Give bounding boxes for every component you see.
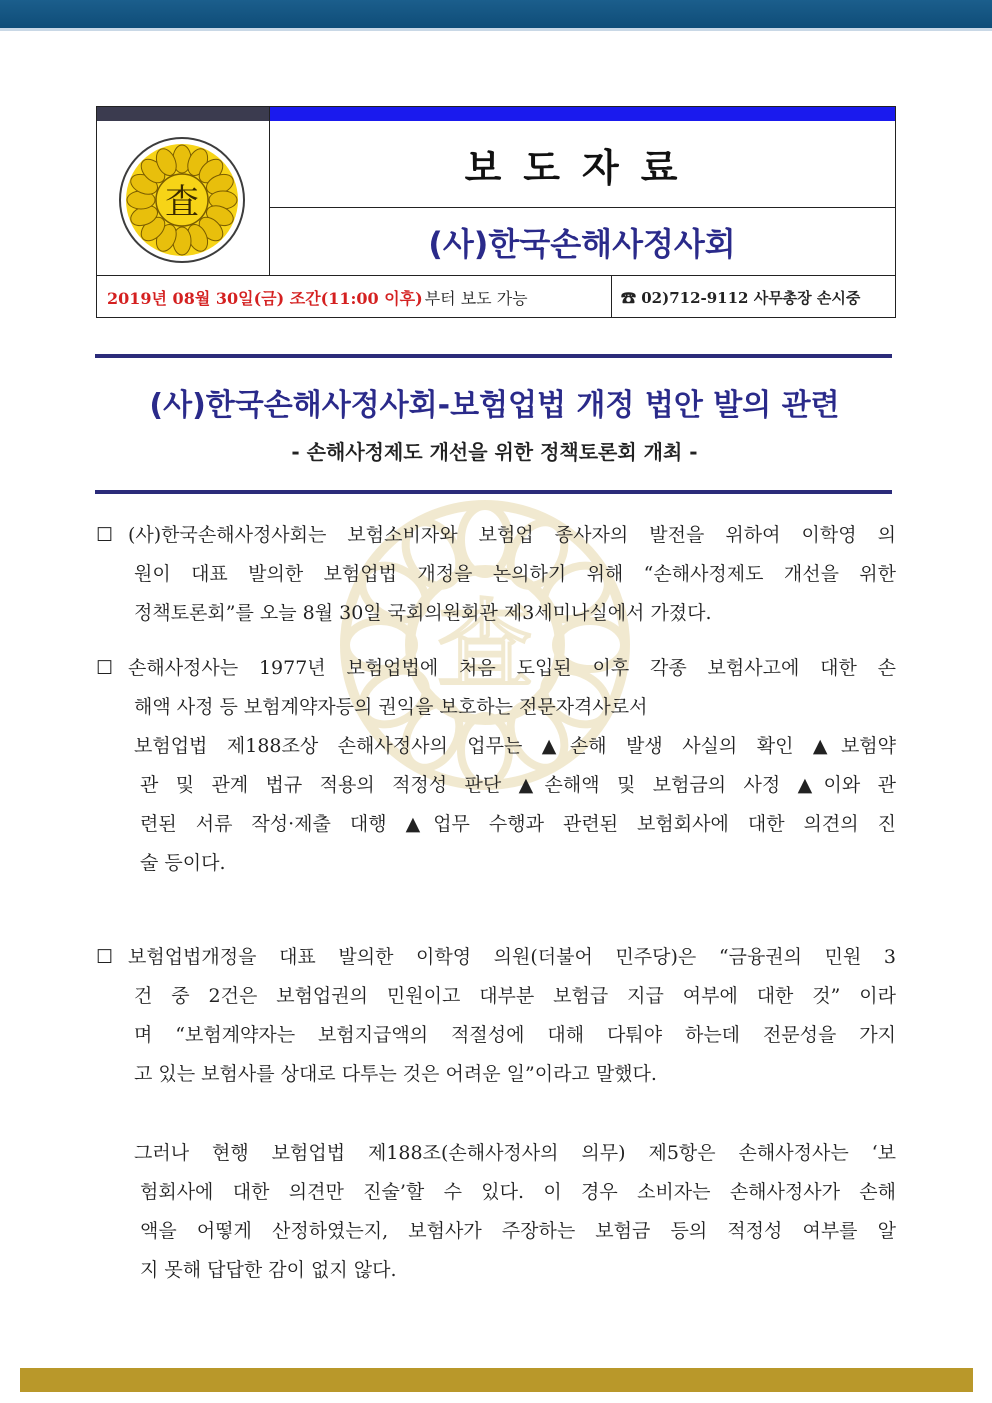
press-release-header [96, 106, 896, 318]
top-decorative-line [0, 28, 992, 31]
paragraph-line: 건 중 2건은 보험업권의 민원이고 대부분 보험급 지급 여부에 대한 것” 이라 [134, 985, 896, 1007]
bullet-checkbox-icon: ☐ [96, 657, 114, 679]
organization-name: (사)한국손해사정사회 [428, 224, 736, 263]
paragraph-2 [96, 649, 896, 883]
release-date: 2019년 08월 30일(금) 조간(11:00 이후) [107, 289, 423, 308]
paragraph-line: 정책토론회”를 오늘 8월 30일 국회의원회관 제3세미나실에서 가졌다. [134, 602, 712, 624]
paragraph-line: 원이 대표 발의한 보험업법 개정을 논의하기 위해 “손해사정제도 개선을 위한 [134, 563, 896, 585]
bullet-checkbox-icon: ☐ [96, 524, 114, 546]
paragraph-line: 술 등이다. [140, 852, 226, 874]
paragraph-line: 손해사정사는 1977년 보험업법에 처음 도입된 이후 각종 보험사고에 대한 손 [128, 657, 896, 679]
paragraph-line: 보험업법 제188조상 손해사정사의 업무는 ▲손해 발생 사실의 확인 ▲보험약 [134, 735, 896, 757]
release-note: 부터 보도 가능 [424, 289, 528, 308]
subheadline: - 손해사정제도 개선을 위한 정책토론회 개최 - [291, 440, 698, 464]
paragraph-4 [96, 1134, 896, 1290]
paragraph-line: 관 및 관계 법규 적용의 적정성 판단 ▲손해액 및 보험금의 사정 ▲이와 관 [140, 774, 896, 796]
paragraph-line: (사)한국손해사정사회는 보험소비자와 보험업 종사자의 발전을 위하여 이학영 의 [128, 524, 896, 546]
top-decorative-bar [0, 0, 992, 28]
contact-info: ☎ 02)712-9112 사무총장 손시중 [621, 289, 861, 307]
paragraph-line: 그러나 현행 보험업법 제188조(손해사정사의 의무) 제5항은 손해사정사는 ‘보 [134, 1142, 896, 1164]
paragraph-3 [96, 938, 896, 1094]
release-embargo [107, 276, 607, 319]
paragraph-line: 지 못해 답답한 감이 없지 않다. [140, 1259, 397, 1281]
paragraph-line: 련된 서류 작성·제출 대행 ▲업무 수행과 관련된 보험회사에 대한 의견의 진 [140, 813, 896, 835]
headline: (사)한국손해사정사회-보험업법 개정 법안 발의 관련 [149, 388, 840, 423]
header-divider [611, 275, 612, 317]
logo-glyph: 査 [165, 182, 199, 222]
document-title: 보도자료 [464, 145, 700, 190]
header-dark-strip [97, 107, 269, 121]
bullet-checkbox-icon: ☐ [96, 946, 114, 968]
paragraph-line: 며 “보험계약자는 보험지급액의 적절성에 대해 다퉈야 하는데 전문성을 가지 [134, 1024, 896, 1046]
association-logo-icon [119, 137, 245, 263]
paragraph-line: 해액 사정 등 보험계약자등의 권익을 보호하는 전문자격사로서 [134, 696, 648, 718]
header-blue-strip [269, 107, 895, 121]
paragraph-line: 험회사에 대한 의견만 진술’할 수 있다. 이 경우 소비자는 손해사정사가 손해 [140, 1181, 896, 1203]
paragraph-line: 액을 어떻게 산정하였는지, 보험사가 주장하는 보험금 등의 적정성 여부를 알 [140, 1220, 896, 1242]
bottom-decorative-bar [20, 1368, 973, 1392]
headline-rule-top [95, 354, 892, 358]
paragraph-line: 보험업법개정을 대표 발의한 이학영 의원(더불어 민주당)은 “금융권의 민원 3 [128, 946, 896, 968]
paragraph-line: 고 있는 보험사를 상대로 다투는 것은 어려운 일”이라고 말했다. [134, 1063, 657, 1085]
paragraph-1 [96, 516, 896, 633]
watermark-glyph: 査 [437, 589, 533, 701]
